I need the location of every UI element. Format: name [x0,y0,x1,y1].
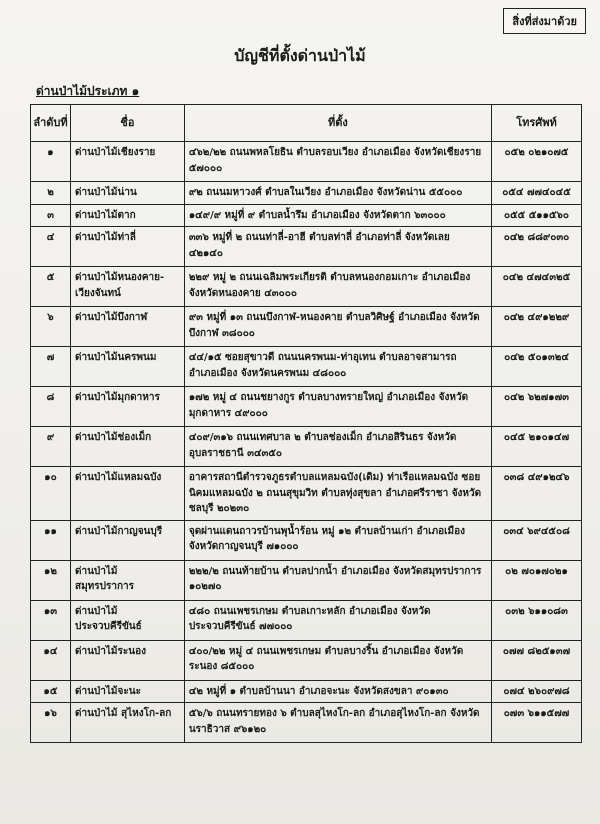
table-row [31,142,582,182]
checkpoint-address: อาคารสถานีตำรวจภูธรตำบลแหลมฉบัง(เดิม) ท่าเรือแหลมฉบัง ซอยนิคมแหลมฉบัง ๒ ถนนสุขุมวิท ตำบลทุ่งสุขลา อำเภอศรีราชา จังหวัดชลบุรี ๒๐๒๓๐ [184,467,491,521]
checkpoint-phone: ๐๕๒ ๐๒๑๐๗๕ [492,142,582,182]
attachment-label: สิ่งที่ส่งมาด้วย [503,8,586,34]
checkpoint-name: ด่านป่าไม้ สมุทรปราการ [70,560,184,600]
row-number: ๖ [31,307,71,347]
checkpoint-address: ๔๖๒/๒๒ ถนนพหลโยธิน ตำบลรอบเวียง อำเภอเมือง จังหวัดเชียงราย ๕๗๐๐๐ [184,142,491,182]
table-row [31,560,582,600]
checkpoint-address: ๔๐๐/๒๒ หมู่ ๔ ถนนเพชรเกษม ตำบลบางริ้น อำเภอเมือง จังหวัดระนอง ๘๕๐๐๐ [184,640,491,680]
table-row [31,680,582,703]
table-row [31,703,582,743]
checkpoint-address: ๑๗๒ หมู่ ๔ ถนนชยางกูร ตำบลบางทรายใหญ่ อำเภอเมือง จังหวัดมุกดาหาร ๔๙๐๐๐ [184,387,491,427]
checkpoint-phone: ๐๓๒ ๖๑๑๐๘๓ [492,600,582,640]
row-number: ๔ [31,227,71,267]
checkpoint-name: ด่านป่าไม้จะนะ [70,680,184,703]
row-number: ๑๖ [31,703,71,743]
checkpoint-phone: ๐๔๒ ๘๘๙๐๓๐ [492,227,582,267]
table-row [31,347,582,387]
checkpoint-phone: ๐๔๕ ๒๑๐๑๔๗ [492,427,582,467]
table-row [31,640,582,680]
checkpoint-phone: ๐๗๗ ๘๒๕๑๓๗ [492,640,582,680]
checkpoint-phone: ๐๓๘ ๔๙๑๒๔๖ [492,467,582,521]
checkpoint-phone: ๐๕๔ ๗๗๔๐๔๕ [492,182,582,205]
checkpoint-name: ด่านป่าไม้บึงกาฬ [70,307,184,347]
row-number: ๑๔ [31,640,71,680]
document-title: บัญชีที่ตั้งด่านป่าไม้ [234,46,366,65]
checkpoint-phone: ๐๒ ๗๐๑๗๐๒๑ [492,560,582,600]
checkpoint-name: ด่านป่าไม้ สุไหงโก-ลก [70,703,184,743]
checkpoint-name: ด่านป่าไม้ท่าลี่ [70,227,184,267]
table-row [31,182,582,205]
checkpoint-name: ด่านป่าไม้ตาก [70,204,184,227]
checkpoint-name: ด่านป่าไม้แหลมฉบัง [70,467,184,521]
checkpoint-address: ๓๓๖ หมู่ที่ ๒ ถนนท่าลี่-อาฮี ตำบลท่าลี่ อำเภอท่าลี่ จังหวัดเลย ๔๒๑๔๐ [184,227,491,267]
checkpoint-address: ๙๒ ถนนมหาวงศ์ ตำบลในเวียง อำเภอเมือง จังหวัดน่าน ๕๕๐๐๐ [184,182,491,205]
checkpoint-name: ด่านป่าไม้ระนอง [70,640,184,680]
checkpoint-address: ๔๘๐ ถนนเพชรเกษม ตำบลเกาะหลัก อำเภอเมือง จังหวัดประจวบคีรีขันธ์ ๗๗๐๐๐ [184,600,491,640]
header-address: ที่ตั้ง [184,105,491,142]
checkpoint-name: ด่านป่าไม้หนองคาย-เวียงจันทน์ [70,267,184,307]
checkpoint-address: ๔๐๙/๓๑๖ ถนนเทศบาล ๒ ตำบลช่องเม็ก อำเภอสิรินธร จังหวัดอุบลราชธานี ๓๔๓๕๐ [184,427,491,467]
checkpoint-name: ด่านป่าไม้กาญจนบุรี [70,520,184,560]
table-row [31,267,582,307]
row-number: ๑๒ [31,560,71,600]
checkpoint-address: ๑๔๙/๙ หมู่ที่ ๙ ตำบลน้ำรึม อำเภอเมือง จังหวัดตาก ๖๓๐๐๐ [184,204,491,227]
row-number: ๙ [31,427,71,467]
checkpoint-address: ๕๖/๖ ถนนทรายทอง ๖ ตำบลสุไหงโก-ลก อำเภอสุไหงโก-ลก จังหวัดนราธิวาส ๙๖๑๒๐ [184,703,491,743]
checkpoint-phone: ๐๗๓ ๖๑๑๕๗๗ [492,703,582,743]
row-number: ๕ [31,267,71,307]
row-number: ๗ [31,347,71,387]
table-row [31,204,582,227]
table-header-row [31,105,582,142]
header-phone: โทรศัพท์ [492,105,582,142]
checkpoint-address: ๒๒๙ หมู่ ๒ ถนนเฉลิมพระเกียรติ ตำบลหนองกอมเกาะ อำเภอเมือง จังหวัดหนองคาย ๔๓๐๐๐ [184,267,491,307]
table-row [31,600,582,640]
checkpoint-address: จุดผ่านแดนถาวรบ้านพุน้ำร้อน หมู่ ๑๒ ตำบลบ้านเก่า อำเภอเมือง จังหวัดกาญจนบุรี ๗๑๐๐๐ [184,520,491,560]
header-name: ชื่อ [70,105,184,142]
table-row [31,467,582,521]
checkpoint-address: ๔๔/๑๕ ซอยสุขาวดี ถนนนครพนม-ท่าอุเทน ตำบลอาจสามารถ อำเภอเมือง จังหวัดนครพนม ๔๘๐๐๐ [184,347,491,387]
header-no: ลำดับที่ [31,105,71,142]
checkpoint-name: ด่านป่าไม้ ประจวบคีรีขันธ์ [70,600,184,640]
row-number: ๑๓ [31,600,71,640]
checkpoint-phone: ๐๔๒ ๔๙๑๒๒๙ [492,307,582,347]
checkpoint-name: ด่านป่าไม้นครพนม [70,347,184,387]
table-row [31,427,582,467]
table-row [31,227,582,267]
row-number: ๓ [31,204,71,227]
checkpoint-address: ๒๒๒/๒ ถนนท้ายบ้าน ตำบลปากน้ำ อำเภอเมือง จังหวัดสมุทรปราการ ๑๐๒๗๐ [184,560,491,600]
checkpoint-phone: ๐๔๒ ๕๐๑๓๒๔ [492,347,582,387]
row-number: ๒ [31,182,71,205]
checkpoint-phone: ๐๔๒ ๖๒๗๑๗๓ [492,387,582,427]
row-number: ๘ [31,387,71,427]
checkpoint-name: ด่านป่าไม้เชียงราย [70,142,184,182]
checkpoint-address: ๔๒ หมู่ที่ ๑ ตำบลบ้านนา อำเภอจะนะ จังหวัดสงขลา ๙๐๑๓๐ [184,680,491,703]
checkpoint-phone: ๐๕๕ ๕๑๑๕๖๐ [492,204,582,227]
row-number: ๑๕ [31,680,71,703]
checkpoint-name: ด่านป่าไม้มุกดาหาร [70,387,184,427]
table-row [31,387,582,427]
checkpoint-phone: ๐๗๔ ๒๖๐๙๗๘ [492,680,582,703]
table-row [31,520,582,560]
checkpoint-phone: ๐๔๒ ๔๗๔๓๒๕ [492,267,582,307]
row-number: ๑๑ [31,520,71,560]
checkpoint-table [30,104,582,743]
section-heading: ด่านป่าไม้ประเภท ๑ [36,84,140,98]
checkpoint-phone: ๐๓๔ ๖๙๔๕๐๘ [492,520,582,560]
row-number: ๑๐ [31,467,71,521]
row-number: ๑ [31,142,71,182]
checkpoint-address: ๙๓ หมู่ที่ ๑๓ ถนนบึงกาฬ-หนองคาย ตำบลวิศิษฐ์ อำเภอเมือง จังหวัดบึงกาฬ ๓๘๐๐๐ [184,307,491,347]
checkpoint-name: ด่านป่าไม้น่าน [70,182,184,205]
checkpoint-name: ด่านป่าไม้ช่องเม็ก [70,427,184,467]
table-row [31,307,582,347]
